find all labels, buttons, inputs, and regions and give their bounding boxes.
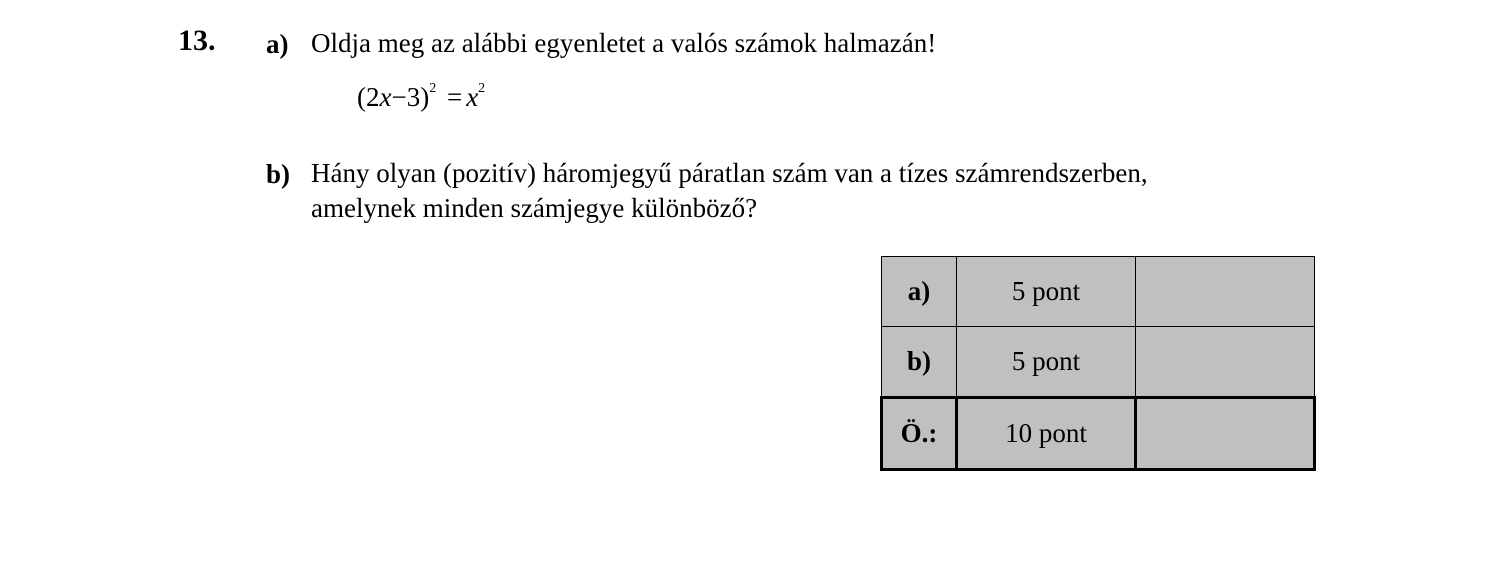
part-b-text-line2: amelynek minden számjegye különböző? xyxy=(311,193,758,223)
score-table xyxy=(880,256,1316,471)
equation-lhs-rest: −3) xyxy=(391,82,430,112)
equation-rhs-exponent: 2 xyxy=(478,81,486,96)
part-b-text-line1: Hány olyan (pozitív) háromjegyű páratlan szám van a tízes számrendszerben, xyxy=(311,158,1148,188)
score-points-cell: 10 pont xyxy=(957,398,1136,470)
score-points-cell: 5 pont xyxy=(957,327,1136,398)
score-points-cell: 5 pont xyxy=(957,257,1136,327)
score-label-cell: a) xyxy=(882,257,957,327)
score-blank-cell[interactable] xyxy=(1136,327,1315,398)
score-label-cell: Ö.: xyxy=(882,398,957,470)
score-blank-cell[interactable] xyxy=(1136,257,1315,327)
equation xyxy=(357,80,485,114)
score-row-total xyxy=(882,398,1315,470)
part-a-label: a) xyxy=(266,29,289,59)
equation-lhs-open: (2 xyxy=(357,82,380,112)
equation-equals: = xyxy=(446,82,463,112)
score-label-cell: b) xyxy=(882,327,957,398)
equation-lhs-exponent: 2 xyxy=(429,81,437,96)
part-b-label: b) xyxy=(266,159,291,189)
equation-rhs-var: x xyxy=(466,82,479,112)
score-row-b xyxy=(882,327,1315,398)
equation-lhs-var: x xyxy=(379,82,392,112)
score-blank-cell[interactable] xyxy=(1136,398,1315,470)
score-row-a xyxy=(882,257,1315,327)
problem-number: 13. xyxy=(178,24,216,57)
part-a-text: Oldja meg az alábbi egyenletet a valós számok halmazán! xyxy=(311,28,937,58)
